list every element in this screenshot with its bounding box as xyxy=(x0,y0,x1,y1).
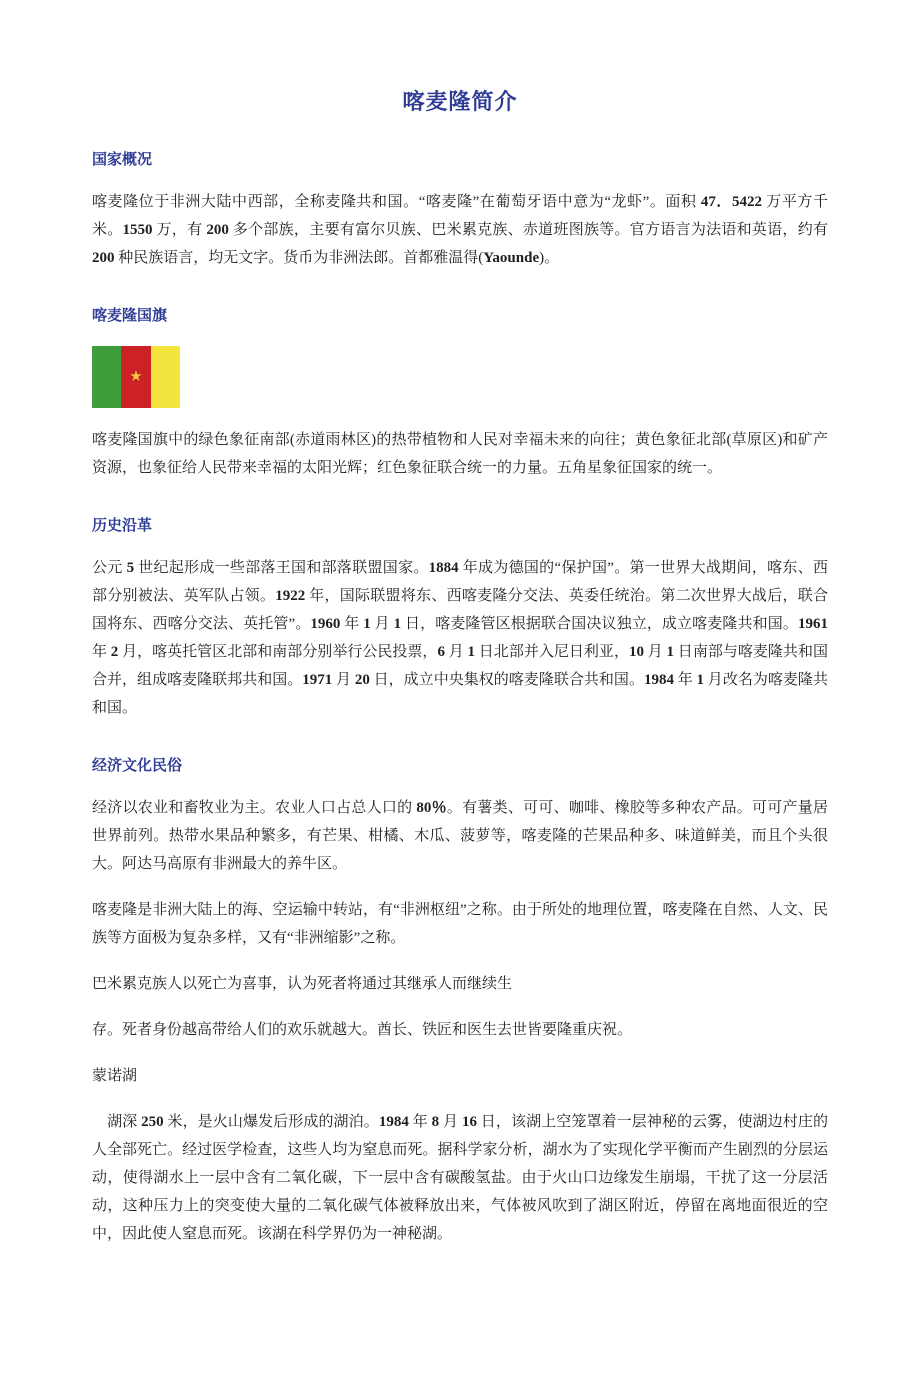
section-national-flag xyxy=(92,306,828,482)
document-title: 喀麦隆简介 xyxy=(402,89,518,114)
paragraph-lake-monoun-name: 蒙诺湖 xyxy=(92,1068,138,1084)
paragraph-bamileke-customs-2: 存。死者身份越高带给人们的欢乐就越大。酋长、铁匠和医生去世皆要隆重庆祝。 xyxy=(92,1022,633,1038)
heading-economy-culture: 经济文化民俗 xyxy=(92,758,183,774)
paragraph-economy-transport-hub: 喀麦隆是非洲大陆上的海、空运输中转站，有“非洲枢纽”之称。由于所处的地理位置，喀麦隆在自然、人文、民族等方面极为复杂多样，又有“非洲缩影”之称。 xyxy=(92,902,828,946)
heading-history: 历史沿革 xyxy=(92,518,153,534)
section-country-overview xyxy=(92,150,828,272)
heading-national-flag: 喀麦隆国旗 xyxy=(92,308,168,324)
paragraph-bamileke-customs-1: 巴米累克族人以死亡为喜事，认为死者将通过其继承人而继续生 xyxy=(92,976,513,992)
heading-country-overview: 国家概况 xyxy=(92,152,153,168)
section-economy-culture xyxy=(92,756,828,1248)
flag-green-stripe xyxy=(92,346,121,408)
cameroon-flag-image xyxy=(92,346,180,408)
flag-red-stripe xyxy=(121,346,150,408)
flag-star-icon: ★ xyxy=(129,368,143,385)
paragraph-country-overview: 喀麦隆位于非洲大陆中西部，全称麦隆共和国。“喀麦隆”在葡萄牙语中意为“龙虾”。面积 47．5422 万平方千米。1550 万，有 200 多个部族，主要有富尔贝族、巴米累克族、赤道班图族等。官方语言为法语和英语，约有 200 种民族语言，均无文字。货币为非洲法郎。首都雅温得(Yaounde)。 xyxy=(92,194,828,266)
paragraph-economy-agriculture: 经济以农业和畜牧业为主。农业人口占总人口的 80％。有薯类、可可、咖啡、橡胶等多种农产品。可可产量居世界前列。热带水果品种繁多，有芒果、柑橘、木瓜、菠萝等，喀麦隆的芒果品种多、味道鲜美，而且个头很大。阿达马高原有非洲最大的养牛区。 xyxy=(92,800,828,872)
document-page xyxy=(92,88,828,1248)
paragraph-history: 公元 5 世纪起形成一些部落王国和部落联盟国家。1884 年成为德国的“保护国”。第一世界大战期间，喀东、西部分别被法、英军队占领。1922 年，国际联盟将东、西喀麦隆分交法、英委任统治。第二次世界大战后，联合国将东、西喀分交法、英托管”。1960 年 1 月 1 日，喀麦隆管区根据联合国决议独立，成立喀麦隆共和国。1961 年 2 月，喀英托管区北部和南部分别举行公民投票，6 月 1 日北部并入尼日利亚，10 月 1 日南部与喀麦隆共和国合并，组成喀麦隆联邦共和国。1971 月 20 日，成立中央集权的喀麦隆联合共和国。1984 年 1 月改名为喀麦隆共和国。 xyxy=(92,560,828,716)
section-history xyxy=(92,516,828,722)
paragraph-flag-symbolism: 喀麦隆国旗中的绿色象征南部(赤道雨林区)的热带植物和人民对幸福未来的向往；黄色象征北部(草原区)和矿产资源，也象征给人民带来幸福的太阳光辉；红色象征联合统一的力量。五角星象征国家的统一。 xyxy=(92,432,828,476)
flag-yellow-stripe xyxy=(151,346,180,408)
paragraph-lake-monoun-story: 湖深 250 米，是火山爆发后形成的湖泊。1984 年 8 月 16 日，该湖上空笼罩着一层神秘的云雾，使湖边村庄的人全部死亡。经过医学检查，这些人均为窒息而死。据科学家分析，湖水为了实现化学平衡而产生剧烈的分层运动，使得湖水上一层中含有二氧化碳，下一层中含有碳酸氢盐。由于火山口边缘发生崩塌，干扰了这一分层活动，这种压力上的突变使大量的二氧化碳气体被释放出来，气体被风吹到了湖区附近，停留在离地面很近的空中，因此使人窒息而死。该湖在科学界仍为一神秘湖。 xyxy=(92,1114,828,1242)
